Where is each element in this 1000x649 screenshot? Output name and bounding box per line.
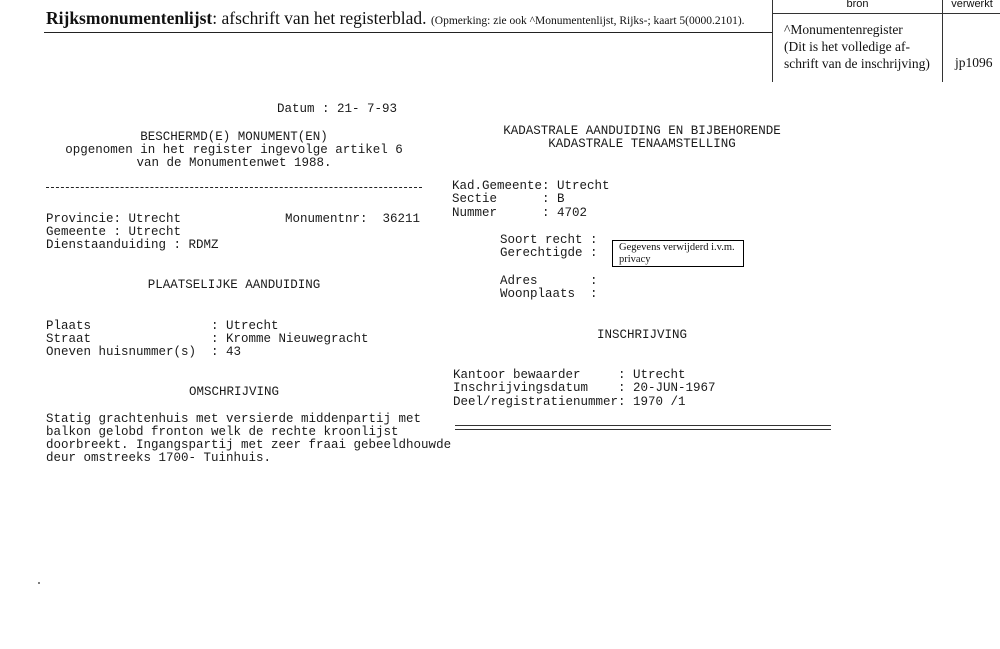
double-rule bbox=[455, 425, 831, 430]
huisnummer-field: Oneven huisnummer(s) : 43 bbox=[46, 345, 242, 359]
dienst-field: Dienstaanduiding : RDMZ bbox=[46, 238, 219, 252]
monument-heading-1: BESCHERMD(E) MONUMENT(EN) bbox=[140, 130, 328, 144]
monument-heading-2: opgenomen in het register ingevolge artikel 6 bbox=[65, 143, 403, 157]
sectie-field: Sectie : B bbox=[452, 192, 565, 206]
plaats-heading: PLAATSELIJKE AANDUIDING bbox=[147, 278, 321, 292]
monumentnr-field: Monumentnr: 36211 bbox=[285, 212, 421, 226]
gerechtigde-field: Gerechtigde : bbox=[500, 246, 598, 260]
bron-text: ^Monumentenregister (Dit is het volledige af- schrift van de inschrijving) bbox=[784, 22, 930, 71]
verwerkt-label: verwerkt bbox=[951, 0, 993, 10]
verwerkt-text: jp1096 bbox=[955, 55, 993, 70]
scan-speck bbox=[38, 582, 40, 584]
deel-field: Deel/registratienummer: 1970 /1 bbox=[453, 395, 686, 409]
title-rest: : afschrift van het registerblad. bbox=[212, 8, 427, 28]
document-title bbox=[46, 8, 745, 29]
dashed-rule bbox=[46, 187, 422, 188]
date-line: Datum : 21- 7-93 bbox=[277, 102, 398, 116]
source-box-divider bbox=[942, 0, 943, 82]
woonplaats-field: Woonplaats : bbox=[500, 287, 598, 301]
kad-gemeente-field: Kad.Gemeente: Utrecht bbox=[452, 179, 610, 193]
gemeente-field: Gemeente : Utrecht bbox=[46, 225, 182, 239]
title-bold: Rijksmonumentenlijst bbox=[46, 8, 213, 28]
soort-recht-field: Soort recht : bbox=[500, 233, 598, 247]
omschrijving-heading: OMSCHRIJVING bbox=[188, 385, 279, 399]
plaats-field: Plaats : Utrecht bbox=[46, 319, 279, 333]
omschrijving-line-1: Statig grachtenhuis met versierde middenpartij met bbox=[46, 412, 422, 426]
privacy-redaction-box: Gegevens verwijderd i.v.m. privacy bbox=[612, 240, 744, 267]
omschrijving-line-4: deur omstreeks 1700- Tuinhuis. bbox=[46, 451, 272, 465]
kadastrale-heading-1: KADASTRALE AANDUIDING EN BIJBEHORENDE bbox=[503, 124, 781, 138]
nummer-field: Nummer : 4702 bbox=[452, 206, 588, 220]
omschrijving-line-2: balkon gelobd fronton welk de rechte kroonlijst bbox=[46, 425, 399, 439]
header-rule bbox=[44, 32, 772, 33]
adres-field: Adres : bbox=[500, 274, 598, 288]
kadastrale-heading-2: KADASTRALE TENAAMSTELLING bbox=[548, 137, 736, 151]
monument-heading-3: van de Monumentenwet 1988. bbox=[136, 156, 332, 170]
source-box-header-line bbox=[773, 13, 1000, 14]
provincie-field: Provincie: Utrecht bbox=[46, 212, 182, 226]
omschrijving-line-3: doorbreekt. Ingangspartij met zeer fraai gebeeldhouwde bbox=[46, 438, 452, 452]
kantoor-field: Kantoor bewaarder : Utrecht bbox=[453, 368, 686, 382]
inschrijving-heading: INSCHRIJVING bbox=[596, 328, 687, 342]
source-box bbox=[772, 0, 1000, 82]
inschrijvingsdatum-field: Inschrijvingsdatum : 20-JUN-1967 bbox=[453, 381, 716, 395]
title-note: (Opmerking: zie ook ^Monumentenlijst, Rijks-; kaart 5(0000.2101). bbox=[430, 15, 745, 27]
straat-field: Straat : Kromme Nieuwegracht bbox=[46, 332, 369, 346]
bron-label: bron bbox=[846, 0, 869, 10]
